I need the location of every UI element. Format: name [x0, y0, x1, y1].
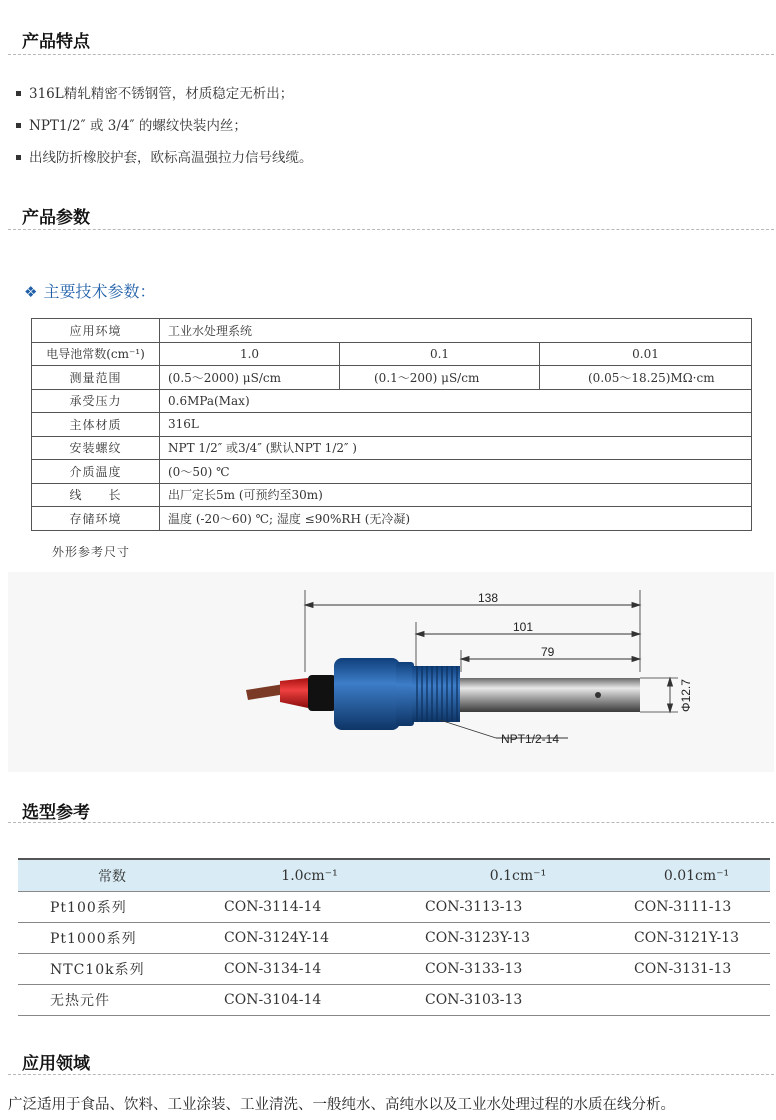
table-row: [32, 436, 752, 460]
series-cell: Pt100系列: [18, 892, 206, 923]
thread-body: [412, 666, 460, 722]
table-row: [32, 507, 752, 531]
series-cell: Pt1000系列: [18, 923, 206, 954]
spec-value: 316L: [160, 413, 752, 437]
divider: [8, 229, 774, 230]
diamond-icon: ❖: [24, 283, 38, 301]
table-row: [32, 389, 752, 413]
table-row: [32, 319, 752, 343]
params-title: 产品参数: [22, 208, 90, 228]
spec-value: 0.6MPa(Max): [160, 389, 752, 413]
spec-value: 0.01: [540, 342, 752, 366]
black-collar: [308, 675, 336, 711]
spec-value: (0～50) ℃: [160, 460, 752, 484]
spec-value: (0.05～18.25)MΩ·cm: [540, 366, 752, 390]
dim-mid-label: 101: [513, 620, 534, 634]
model-cell: CON-3104-14: [206, 985, 413, 1016]
table-row: [18, 923, 770, 954]
spec-value: (0.5～2000) μS/cm: [160, 366, 340, 390]
series-cell: NTC10k系列: [18, 954, 206, 985]
model-cell: CON-3131-13: [623, 954, 770, 985]
application-title: 应用领域: [22, 1054, 90, 1074]
features-title: 产品特点: [22, 32, 90, 52]
series-cell: 无热元件: [18, 985, 206, 1016]
model-cell: CON-3123Y-13: [413, 923, 623, 954]
table-row: [32, 483, 752, 507]
feature-text: 316L精轧精密不锈钢管，材质稳定无析出；: [29, 86, 294, 102]
spec-value: (0.1～200) μS/cm: [340, 366, 540, 390]
list-item: [14, 144, 313, 176]
spec-label: 线 长: [32, 483, 160, 507]
model-cell: CON-3113-13: [413, 892, 623, 923]
column-header: 0.1cm⁻¹: [413, 859, 623, 892]
selection-table: [18, 858, 770, 1016]
divider: [8, 54, 774, 55]
column-header: 0.01cm⁻¹: [623, 859, 770, 892]
application-text: 广泛适用于食品、饮料、工业涂装、工业清洗、一般纯水、高纯水以及工业水处理过程的水质在线分析。: [8, 1097, 675, 1113]
bullet-icon: [16, 91, 21, 96]
feature-text: NPT1/2″ 或 3/4″ 的螺纹快装内丝；: [29, 118, 247, 134]
probe-dimension-drawing: [8, 572, 774, 772]
spec-label: 存储环境: [32, 507, 160, 531]
spec-table: [31, 318, 752, 531]
table-row: [18, 892, 770, 923]
spec-label: 介质温度: [32, 460, 160, 484]
spec-label: 安装螺纹: [32, 436, 160, 460]
spec-label: 主体材质: [32, 413, 160, 437]
model-cell: CON-3103-13: [413, 985, 623, 1016]
steel-tube: [460, 678, 640, 712]
bullet-icon: [16, 123, 21, 128]
spec-label: 测量范围: [32, 366, 160, 390]
spec-value: 0.1: [340, 342, 540, 366]
column-header: 1.0cm⁻¹: [206, 859, 413, 892]
spec-label: 承受压力: [32, 389, 160, 413]
model-cell: CON-3121Y-13: [623, 923, 770, 954]
table-row: [32, 460, 752, 484]
model-cell: CON-3134-14: [206, 954, 413, 985]
spec-value: 1.0: [160, 342, 340, 366]
specs-heading: [24, 279, 155, 302]
table-row: [18, 985, 770, 1016]
spec-value: 出厂定长5m (可预约至30m): [160, 483, 752, 507]
drawing-caption: 外形参考尺寸: [52, 545, 131, 559]
table-row: [32, 342, 752, 366]
model-cell: [623, 985, 770, 1016]
list-item: [14, 80, 313, 112]
model-cell: CON-3124Y-14: [206, 923, 413, 954]
table-row: [18, 954, 770, 985]
model-cell: CON-3133-13: [413, 954, 623, 985]
tube-vent-hole: [595, 692, 601, 698]
dim-diameter-label: Φ12.7: [679, 679, 693, 712]
bullet-icon: [16, 155, 21, 160]
table-row: [32, 413, 752, 437]
dim-total-label: 138: [478, 591, 499, 605]
table-row: [32, 366, 752, 390]
spec-label: 电导池常数(cm⁻¹): [32, 342, 160, 366]
spec-label: 应用环境: [32, 319, 160, 343]
blue-nut-ring: [396, 662, 414, 726]
model-cell: CON-3111-13: [623, 892, 770, 923]
spec-value: NPT 1/2″ 或3/4″ (默认NPT 1/2″ ): [160, 436, 752, 460]
column-header: 常数: [18, 859, 206, 892]
model-cell: CON-3114-14: [206, 892, 413, 923]
spec-value: 工业水处理系统: [160, 319, 752, 343]
divider: [8, 822, 774, 823]
feature-list: [14, 80, 313, 176]
dim-tube-label: 79: [541, 645, 555, 659]
blue-nut: [334, 658, 400, 730]
selection-title: 选型参考: [22, 803, 90, 823]
feature-text: 出线防折橡胶护套，欧标高温强拉力信号线缆。: [29, 150, 313, 166]
list-item: [14, 112, 313, 144]
spec-value: 温度 (-20～60) ℃; 湿度 ≤90%RH (无冷凝): [160, 507, 752, 531]
divider: [8, 1074, 774, 1075]
table-header-row: [18, 859, 770, 892]
thread-spec-label: NPT1/2-14: [501, 732, 560, 746]
specs-heading-text: 主要技术参数：: [43, 282, 156, 301]
